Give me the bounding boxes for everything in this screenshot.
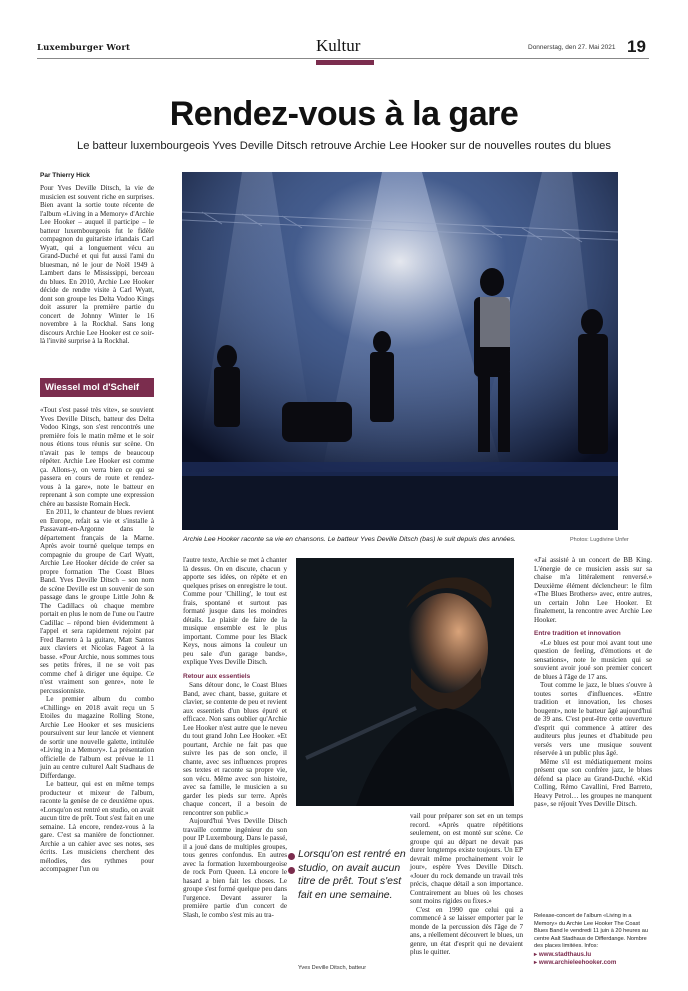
issue-date: Donnerstag, den 27. Mai 2021 xyxy=(528,44,616,51)
column-1-body xyxy=(40,406,154,874)
photo-caption: Archie Lee Hooker raconte sa vie en chansons. Le batteur Yves Deville Ditsch (bas) le suit depuis des années. xyxy=(183,536,516,543)
info-link-stadthaus[interactable]: ▸ www.stadthaus.lu xyxy=(534,950,592,958)
subheading: Retour aux essentiels xyxy=(183,672,251,680)
pullquote: Lorsqu'on est rentré en studio, on avait aucun titre de prêt. Tout s'est fait en une semaine. xyxy=(298,848,406,901)
paragraph: l'autre texte, Archie se met à chanter là dessus. On en discute, chacun y apporte ses idées, on répète et en quelques prises on enregistre le tout. Comme pour 'Chilling', le tout est frais, spontané et surtout pas formaté jusque dans les moindres détails. Le plaisir de faire de la musique ensemble est le plus important. Comme pour les Black Keys, nous aimons la couleur un peu sale d'un garage bands», explique Yves Deville Ditsch. xyxy=(183,556,287,666)
paragraph: Aujourd'hui Yves Deville Ditsch travaille comme ingénieur du son pour IP Luxembourg. Dans le passé, il a joué dans de multiples groupes, tous genres confondus. En autres avec la formation luxembourgeoise de rock Porn Queen. Là encore le hasard a bien fait les choses. Le groupe s'est formé quelque peu dans l'urgence. Devant assurer la première partie d'un concert de Slash, le combo s'est mis au tra- xyxy=(183,817,287,919)
paragraph: «Le blues est pour moi avant tout une question de feeling, d'émotions et de sensations», note le musicien qui se souvient avoir joué son premier concert de blues à l'âge de 17 ans. xyxy=(534,638,652,681)
subheading: Entre tradition et innovation xyxy=(534,630,621,637)
article-deck: Le batteur luxembourgeois Yves Deville Ditsch retrouve Archie Lee Hooker sur de nouvelles routes du blues xyxy=(77,140,611,152)
column-1-intro xyxy=(40,184,154,346)
pullquote-bullet-icon xyxy=(288,867,295,874)
paragraph: Même s'il est médiatiquement moins présent que son confrère jazz, le blues défend sa place au Grand-Duché. «Kid Colling, Rémo Cavallini, Fred Barreto, Heavy Petrol… les groupes ne manquent pas», se réjouit Yves Deville Ditsch. xyxy=(534,757,652,808)
info-link-text[interactable]: www.archieleehooker.com xyxy=(538,959,617,966)
paragraph: En 2011, le chanteur de blues revient en Europe, refait sa vie et s'installe à Passavant-en-Argonne dans le département français de la Marne. Après avoir tourné quelque temps en compagnie du groupe de Carl Wyatt, Archie Lee Hooker décide de créer sa propre formation The Coast Blues Band. Yves Deville Ditsch – son nom de scène Deville est un souvenir de son passage dans le groupe Little John & The Cadillacs où chaque membre portait en plus le nom de l'une ou l'autre Cadillac – répond bien évidemment à l'appel et sera rapidement rejoint par Fred Barreto à la guitare, Matt Santos aux claviers et Nicolas Fageot à la basse. «Pour Archie, nous sommes tous ses petits frères, il ne se voit pas comme chef à diriger une équipe. Ce n'est vraiment son genre», note le percussionniste. xyxy=(40,508,154,695)
page-number: 19 xyxy=(627,37,646,56)
header-rule xyxy=(37,58,649,59)
column-2 xyxy=(183,556,287,919)
concert-photo xyxy=(182,172,618,530)
article-headline: Rendez-vous à la gare xyxy=(169,95,519,133)
info-link-text[interactable]: www.stadthaus.lu xyxy=(538,950,592,958)
event-info xyxy=(534,913,652,968)
paragraph: «J'ai assisté à un concert de BB King. L'énergie de ce musicien assis sur sa chaise m'a littéralement renversé.» Deuxième élément déclencheur: le film «The Blues Brothers» avec, entre autres, un certain John Lee Hooker. Et finalement, la rencontre avec Archie Lee Hooker. xyxy=(534,556,652,624)
info-link-archie[interactable]: ▸ www.archieleehooker.com xyxy=(534,959,617,966)
column-4 xyxy=(534,556,652,809)
paragraph: Le batteur, qui est en même temps producteur et mixeur de l'album, raconte la genèse de ce deuxième opus. «Lorsqu'on est rentré en studio, on avait aucun titre de prêt. Tout s'est fait en une semaine. Là encore, rendez-vous à la gare. C'est sa manière de fonctionner. Archie a un cahier avec ses notes, ses écrits. Les musiciens cherchent des mélodies, des rythmes pour accompagner l'un ou xyxy=(40,780,154,873)
paragraph: Tout comme le jazz, le blues s'ouvre à toutes sortes d'influences. «Entre tradition et innovation, les choses bougent», note le batteur âgé aujourd'hui de 39 ans. C'est peut-être cette ouverture d'esprit qui commence à attirer des auditeurs plus jeunes et d'habitude peu versés vers une musique souvent réservée à un public plus âgé. xyxy=(534,681,652,757)
event-info-text: Release-concert de l'album «Living in a Memory» du Archie Lee Hooker The Coast Blues Band le vendredi 11 juin à 20 heures au centre Aalt Stadhaus de Differdange. Nombre des places limitées. Infos: xyxy=(534,913,649,949)
pullquote-bullet-icon xyxy=(288,853,295,860)
portrait-illustration xyxy=(296,558,514,806)
paragraph: C'est en 1990 que celui qui a commencé à se laisser emporter par le monde de la percussion dès l'âge de 7 ans, a réellement découvert le blues, un genre, un état d'esprit qui ne devaient plus le quitter. xyxy=(410,905,523,956)
paragraph: Le premier album du combo «Chilling» en 2018 avait reçu un 5 Etoiles du magazine Rolling Stone, Archie Lee Hooker et ses musiciens poursuivent sur leur lancée et viennent de sortir une nouvelle galette, intitulée «Living in a Memory». La présentation officielle de l'album est prévue le 11 juin au centre culturel Aalt Stadhaus de Differdange. xyxy=(40,695,154,780)
pullquote-source: Yves Deville Ditsch, batteur xyxy=(298,965,367,971)
newspaper-logo: Luxemburger Wort xyxy=(37,43,131,53)
photo-credit: Photos: Lugdivine Unfer xyxy=(570,537,629,543)
paragraph: Sans détour donc, le Coast Blues Band, avec chant, basse, guitare et clavier, se contente de peu et revient aux essentiels d'un blues épuré et efficace. Non sans oublier qu'Archie Lee Hooker n'est autre que le neveu du tout grand John Lee Hooker. «Et pourtant, Archie ne fait pas que suivre les pas de son oncle, il chante, avec ses influences propres ses textes et raconte sa propre vie, son vécu. Même avec son histoire, avec sa famille, le musicien a su garder les pieds sur terre. Après chaque concert, il a besoin de rencontrer son public.» xyxy=(183,681,287,817)
section-box-heading: Wiessel mol d'Scheif xyxy=(40,378,154,397)
section-accent-bar xyxy=(316,60,374,65)
paragraph: Pour Yves Deville Ditsch, la vie de musicien est souvent riche en surprises. Bien avant la sortie toute récente de l'album «Living in a Memory» d'Archie Lee Hooker – auquel il participe – le batteur luxembourgeois fut le fidèle compagnon du guitariste irlandais Carl Wyatt, qui a longuement vécu au Grand-Duché et qui fut aussi l'ami du bluesman, né le jour de Noël 1949 à Lambert dans le Mississippi, berceau du blues. En 2010, Archie Lee Hooker décide de rendre visite à Carl Wyatt, dont son groupe les Delta Vodoo Kings doit assurer la première partie du concert de Johnny Winter le 16 novembre à la Rockhal. Sans long discours Archie Lee Hooker est ce soir-là l'invité surprise à la Rockhal. xyxy=(40,184,154,345)
byline: Par Thierry Hick xyxy=(40,172,90,179)
paragraph: vail pour préparer son set en un temps record. «Après quatre répétitions seulement, on est monté sur scène. Ce groupe qui au départ ne devait pas durer longtemps existe toujours. Un EP devrait même prochainement voir le jour», espère Yves Deville Ditsch. «Jouer du rock demande un travail très précis, chaque détail a son importance. Contrairement au blues où les choses sont moins rigides ou fixes.» xyxy=(410,812,523,905)
column-3 xyxy=(410,812,523,957)
paragraph: «Tout s'est passé très vite», se souvient Yves Deville Ditsch, batteur des Delta Vodoo Kings, son s'est rencontrés une première fois le matin même et le soir nous étions tous réunis sur scène. On n'avait pas le temps de beaucoup répéter. Archie Lee Hooker est comme ça. Allons-y, on verra bien ce qui se passera en cours de route et rendez-vous à la gare», note le batteur en reprenant à son compte une expression chère au bassiste Romain Heck. xyxy=(40,406,154,508)
concert-photo-illustration xyxy=(182,172,618,530)
section-title: Kultur xyxy=(316,36,361,55)
drummer-portrait-photo xyxy=(296,558,514,806)
